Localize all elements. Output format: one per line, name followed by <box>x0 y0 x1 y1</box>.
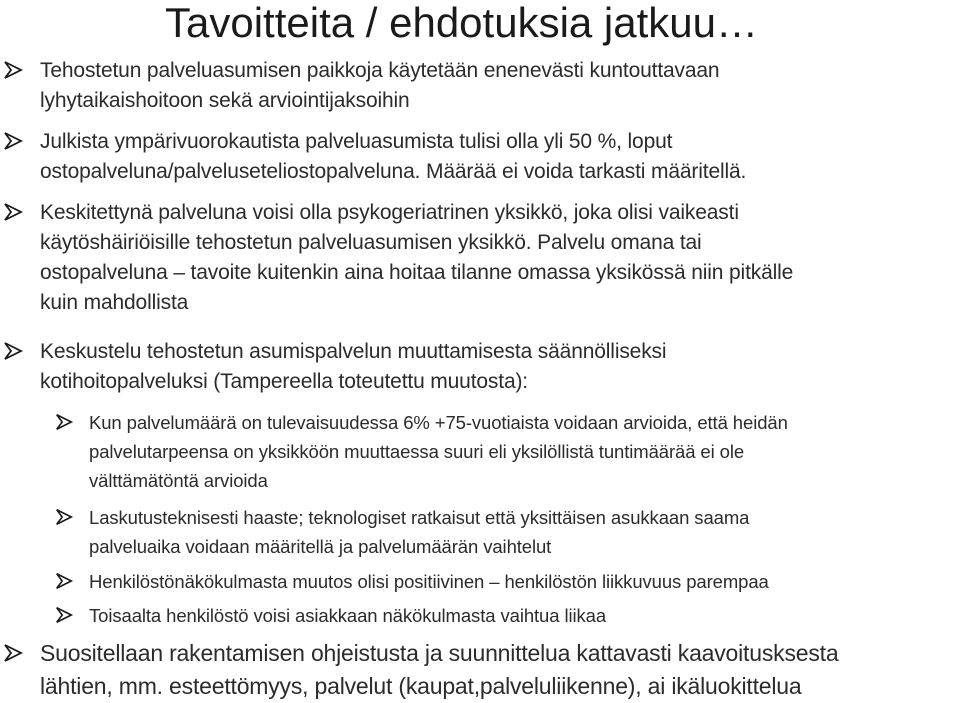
bullet-text <box>40 637 838 703</box>
bullet-line: Tehostetun palveluasumisen paikkoja käytetään enenevästi kuntouttavaan <box>40 59 720 82</box>
bullet-line: lähtien, mm. esteettömyys, palvelut (kaupat,palveluliikenne), ai ikäluokittelua <box>40 673 802 699</box>
sub-bullet-text <box>89 601 606 630</box>
bullet-line: Keskustelu tehostetun asumispalvelun muuttamisesta säännölliseksi <box>40 340 667 363</box>
bullet-line: ostopalveluna/palveluseteliostopalveluna. Määrää ei voida tarkasti määritellä. <box>40 160 747 183</box>
sub-bullet-text <box>89 567 769 596</box>
bullet-text <box>40 198 793 318</box>
bullet-line: lyhytaikaishoitoon sekä arviointijaksoihin <box>40 89 410 112</box>
arrow-bullet-icon <box>2 130 24 152</box>
slide-title: Tavoitteita / ehdotuksia jatkuu… <box>165 0 759 46</box>
bullet-text <box>40 337 666 397</box>
arrow-bullet-icon <box>54 507 76 529</box>
bullet-line: Julkista ympärivuorokautista palveluasumista tulisi olla yli 50 %, loput <box>40 130 673 153</box>
bullet-text <box>40 56 719 116</box>
sub-bullet-line: palveluaika voidaan määritellä ja palvelumäärän vaihtelut <box>89 536 552 557</box>
bullet-line: kotihoitopalveluksi (Tampereella toteutettu muutosta): <box>40 370 528 393</box>
sub-bullet-line: välttämätöntä arvioida <box>89 470 268 491</box>
arrow-bullet-icon <box>2 642 24 664</box>
bullet-line: ostopalveluna – tavoite kuitenkin aina hoitaa tilanne omassa yksikössä niin pitkälle <box>40 261 794 284</box>
sub-bullet-text <box>89 503 749 561</box>
sub-bullet-line: Laskutusteknisesti haaste; teknologiset ratkaisut että yksittäisen asukkaan saama <box>89 507 750 528</box>
arrow-bullet-icon <box>54 571 76 593</box>
arrow-bullet-icon <box>2 59 24 81</box>
sub-bullet-line: palvelutarpeensa on yksikköön muuttaessa suuri eli yksilöllistä tuntimäärää ei ole <box>89 441 745 462</box>
bullet-text <box>40 127 746 187</box>
arrow-bullet-icon <box>54 412 76 434</box>
bullet-line: käytöshäiriöisille tehostetun palveluasumisen yksikkö. Palvelu omana tai <box>40 231 702 254</box>
sub-bullet-line: Kun palvelumäärä on tulevaisuudessa 6% +75-vuotiaista voidaan arvioida, että heidän <box>89 412 788 433</box>
sub-bullet-text <box>89 408 788 495</box>
bullet-line: Suositellaan rakentamisen ohjeistusta ja suunnittelua kattavasti kaavoitusksesta <box>40 640 839 666</box>
bullet-line: Keskitettynä palveluna voisi olla psykogeriatrinen yksikkö, joka olisi vaikeasti <box>40 201 739 224</box>
bullet-line: kuin mahdollista <box>40 291 189 314</box>
sub-bullet-line: Henkilöstönäkökulmasta muutos olisi positiivinen – henkilöstön liikkuvuus parempaa <box>89 571 769 592</box>
sub-bullet-line: Toisaalta henkilöstö voisi asiakkaan näkökulmasta vaihtua liikaa <box>89 605 607 626</box>
arrow-bullet-icon <box>54 605 76 627</box>
arrow-bullet-icon <box>2 201 24 223</box>
arrow-bullet-icon <box>2 340 24 362</box>
